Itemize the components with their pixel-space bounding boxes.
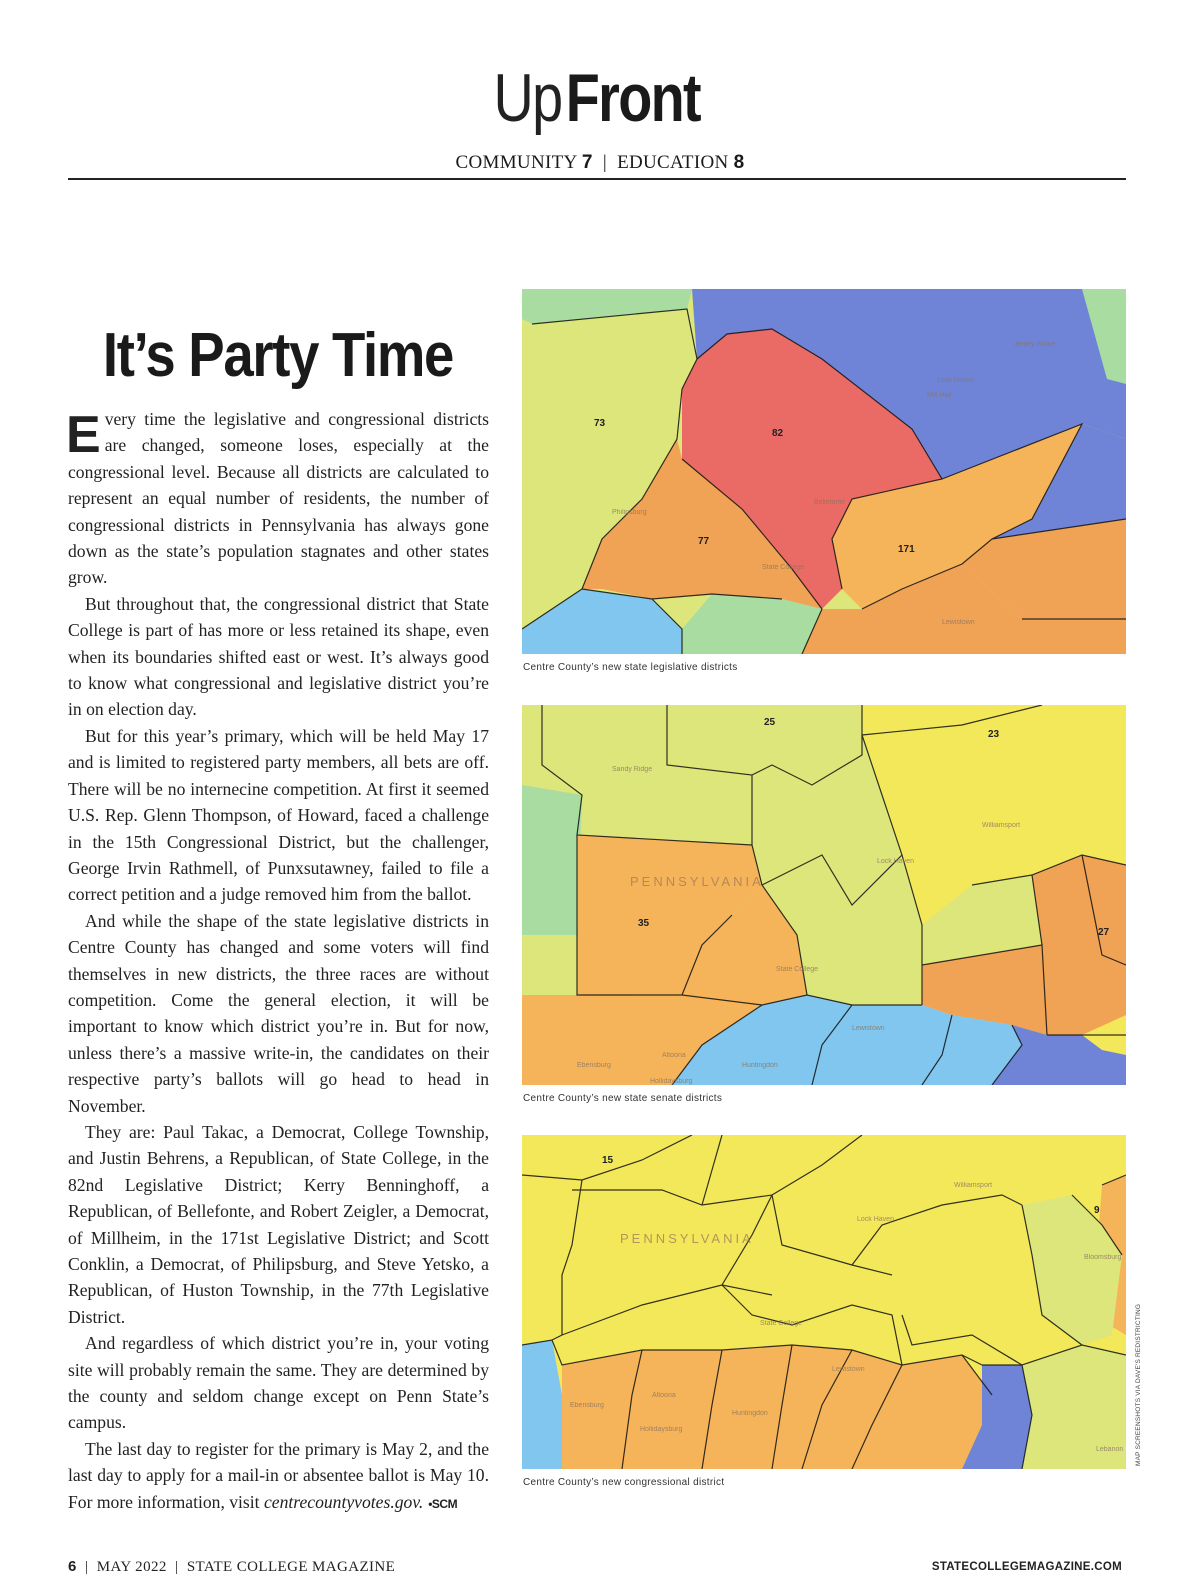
article-headline: It’s Party Time xyxy=(102,321,454,390)
section-community[interactable]: COMMUNITY 7 xyxy=(455,152,593,173)
place-label: Huntingdon xyxy=(732,1410,768,1417)
place-label: Lock Haven xyxy=(857,1216,894,1223)
photo-credit: MAP SCREENSHOTS VIA DAVE'S REDISTRICTING xyxy=(1135,1303,1142,1466)
publication-name: STATE COLLEGE MAGAZINE xyxy=(186,1559,396,1575)
footer-website[interactable]: STATECOLLEGEMAGAZINE.COM xyxy=(931,1561,1122,1573)
place-label: Lewistown xyxy=(852,1025,885,1032)
district-label: 23 xyxy=(988,729,1000,740)
district-label: 27 xyxy=(1098,927,1110,938)
masthead-up: Up xyxy=(493,60,562,136)
congressional-district-map xyxy=(522,1135,1126,1469)
map-caption: Centre County’s new state legislative districts xyxy=(523,662,738,673)
masthead-front: Front xyxy=(565,60,700,136)
state-label: PENNSYLVANIA xyxy=(630,874,764,889)
paragraph: Every time the legislative and congressional districts are changed, someone loses, especially at the congressional level. Because all districts are calculated to represent an equal number of residents, the number of congressional districts in Pennsylvania has always gone down as the state’s population stagnates and other states grow. xyxy=(66,406,489,588)
place-label: Ebensburg xyxy=(570,1402,604,1409)
place-label: Jersey Shore xyxy=(1014,341,1056,348)
paragraph: But throughout that, the congressional district that State College is part of has more or less retained its shape, even when its boundaries shifted east or west. It’s always good to know what congressional and legislative district you’re in on election day. xyxy=(68,593,489,720)
website-link[interactable]: centrecountyvotes.gov. xyxy=(263,1491,424,1512)
map-caption: Centre County’s new congressional district xyxy=(523,1477,725,1488)
place-label: Bloomsburg xyxy=(1084,1254,1122,1261)
end-mark: •SCM xyxy=(428,1496,458,1511)
place-label: State College xyxy=(776,966,819,973)
place-label: State College xyxy=(762,564,805,571)
place-label: Lock Haven xyxy=(877,858,914,865)
senate-districts-map xyxy=(522,705,1126,1085)
place-label: Lock Haven xyxy=(937,377,974,384)
district-label: 9 xyxy=(1094,1205,1100,1216)
place-label: Altoona xyxy=(652,1392,676,1399)
paragraph: The last day to register for the primary is May 2, and the last day to apply for a mail-in or absentee ballot is May 10. For more information, visit centrecountyvotes.gov. •SCM xyxy=(68,1438,489,1512)
place-label: Lewistown xyxy=(832,1366,865,1373)
masthead xyxy=(0,58,1200,138)
place-label: Lebanon xyxy=(1096,1446,1124,1453)
place-label: Hollidaysburg xyxy=(650,1078,693,1085)
place-label: Huntingdon xyxy=(742,1062,778,1069)
section-education[interactable]: EDUCATION 8 xyxy=(617,152,745,173)
section-nav xyxy=(0,152,1200,174)
footer-folio: 6 | MAY 2022 | STATE COLLEGE MAGAZINE xyxy=(68,1558,396,1575)
legislative-districts-map xyxy=(522,289,1126,654)
paragraph: They are: Paul Takac, a Democrat, College Township, and Justin Behrens, a Republican, of State College, in the 82nd Legislative District; Kerry Benninghoff, a Republican, of Bellefonte, and Robert Zeigler, a Democrat, of Millheim, in the 171st Legislative District; and Scott Conklin, a Democrat, of Philipsburg, and Steve Yetsko, a Republican, of Huston Township, in the 77th Legislative District. xyxy=(68,1121,489,1327)
place-label: Altoona xyxy=(662,1052,686,1059)
district-label: 35 xyxy=(638,918,650,929)
header-rule xyxy=(68,178,1126,180)
district-label: 77 xyxy=(698,536,710,547)
nav-separator: | xyxy=(602,152,607,173)
place-label: Bellefonte xyxy=(814,499,846,506)
place-label: Mill Hall xyxy=(927,392,952,399)
page-number: 6 xyxy=(68,1558,77,1575)
state-label: PENNSYLVANIA xyxy=(620,1231,754,1246)
place-label: Philipsburg xyxy=(612,509,647,516)
place-label: State College xyxy=(760,1320,803,1327)
issue-date: MAY 2022 xyxy=(96,1559,167,1575)
place-label: Williamsport xyxy=(954,1182,993,1189)
place-label: Sandy Ridge xyxy=(612,766,653,773)
paragraph: And while the shape of the state legislative districts in Centre County has changed and some voters will find themselves in new districts, the three races are without competition. Come the general election, it will be important to know which district you’re in. But for now, unless there’s a massive write-in, the candidates on their respective party’s ballots will go head to head in November. xyxy=(68,910,489,1116)
district-label: 25 xyxy=(764,717,776,728)
district-label: 171 xyxy=(898,544,915,555)
paragraph: And regardless of which district you’re in, your voting site will probably remain the same. They are determined by the county and seldom change except on Penn State’s campus. xyxy=(68,1333,489,1433)
district-label: 73 xyxy=(594,418,606,429)
place-label: Williamsport xyxy=(982,822,1021,829)
place-label: Lewistown xyxy=(942,619,975,626)
district-label: 15 xyxy=(602,1155,614,1166)
paragraph: But for this year’s primary, which will be held May 17 and is limited to registered party members, all bets are off. There will be no internecine competition. At first it seemed U.S. Rep. Glenn Thompson, of Howard, faced a challenge in the 15th Congressional District, but the challenger, George Irvin Rathmell, of Punxsutawney, failed to file a correct petition and a judge removed him from the ballot. xyxy=(68,725,489,905)
district-label: 82 xyxy=(772,428,784,439)
place-label: Hollidaysburg xyxy=(640,1426,683,1433)
drop-cap: E xyxy=(66,406,101,464)
article-body xyxy=(68,406,489,1517)
place-label: Ebensburg xyxy=(577,1062,611,1069)
map-caption: Centre County’s new state senate districts xyxy=(523,1093,723,1104)
